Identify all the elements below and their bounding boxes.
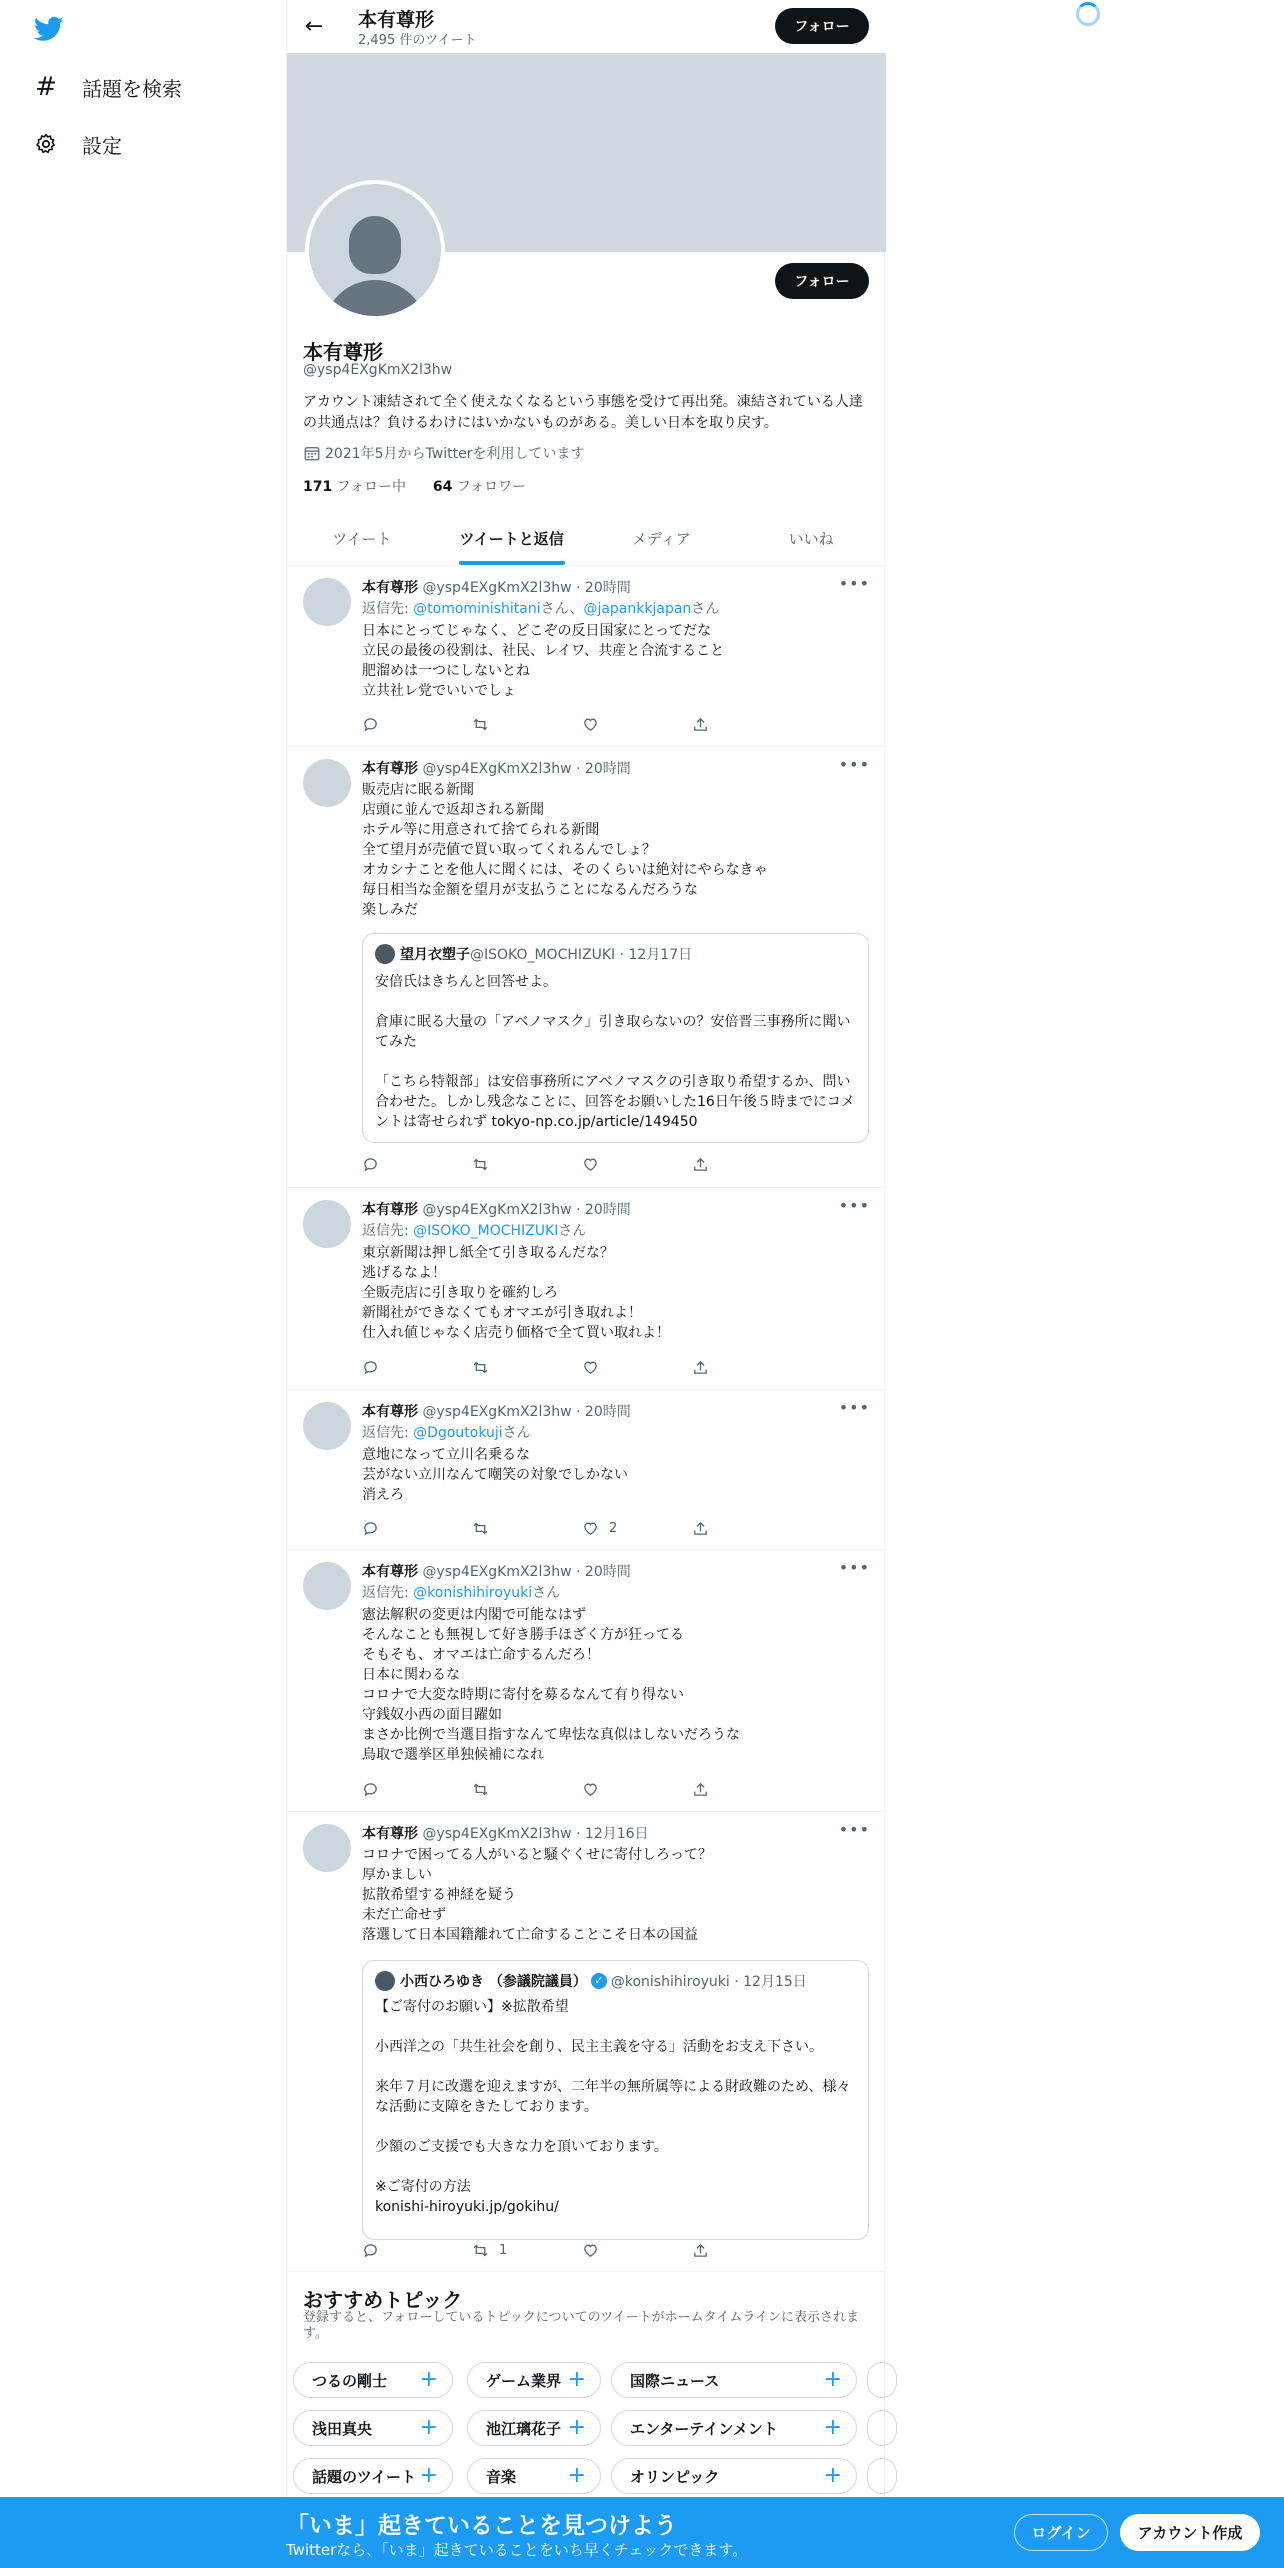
tab-tweets-and-replies[interactable]: ツイートと返信 [437, 513, 587, 565]
header-tweet-count: 2,495 件のツイート [358, 33, 477, 48]
reply-mention-link[interactable]: @ISOKO_MOCHIZUKI [413, 1223, 559, 1239]
retweet-button[interactable] [472, 2240, 582, 2260]
retweet-icon [472, 1359, 489, 1376]
more-options-icon[interactable]: ••• [838, 1398, 870, 1417]
share-icon [692, 1156, 709, 1173]
back-arrow-icon[interactable]: ← [304, 14, 324, 39]
tweet-avatar[interactable] [303, 1200, 351, 1248]
share-button[interactable] [692, 1357, 802, 1377]
more-options-icon[interactable]: ••• [838, 1558, 870, 1577]
reply-button[interactable] [362, 1518, 472, 1538]
tweet-actions [362, 714, 802, 734]
tweet-text: 憲法解釈の変更は内閣で可能なはず そんなことも無視して好き勝手ほざく方が狂ってる そもそも、オマエは亡命するんだろ！ 日本に関わるな コロナで大変な時期に寄付を募るなんて有り得ない 守銭奴小西の面目躍如 まさか比例で当選目指すなんて卑怯な真似はしないだろうな 鳥取で選挙区単独候補になれ [362, 1607, 740, 1763]
topics-title: おすすめトピック [303, 2288, 463, 2312]
reply-icon [362, 716, 379, 733]
topic-chip[interactable]: 浅田真央 + [293, 2410, 453, 2446]
retweet-button[interactable] [472, 1154, 582, 1174]
share-button[interactable] [692, 1518, 802, 1538]
reply-mention-link[interactable]: @tomominishitani [413, 601, 541, 617]
profile-tabs [287, 513, 886, 566]
tweet[interactable] [287, 1812, 886, 2272]
retweet-button[interactable] [472, 1357, 582, 1377]
plus-icon: + [419, 2415, 438, 2440]
more-options-icon[interactable]: ••• [838, 1196, 870, 1215]
plus-icon: + [823, 2367, 842, 2392]
tweet-header: 本有尊形 @ysp4EXgKmX2l3hw · 20時間 [362, 761, 631, 777]
tweet-header: 本有尊形 @ysp4EXgKmX2l3hw · 12月16日 [362, 1826, 649, 1842]
topic-chip[interactable]: オリンピック + [611, 2458, 857, 2494]
verified-badge-icon: ✓ [591, 1973, 607, 1989]
topic-chip[interactable]: 音楽 + [467, 2458, 601, 2494]
share-button[interactable] [692, 714, 802, 734]
topic-chip[interactable]: 池江璃花子 + [467, 2410, 601, 2446]
followers-link[interactable]: 64 フォロワー [432, 479, 527, 495]
tweet-avatar[interactable] [303, 578, 351, 626]
reply-button[interactable] [362, 2240, 472, 2260]
quoted-tweet-text: 【ご寄付のお願い】※拡散希望 小西洋之の「共生社会を創り、民主主義を守る」活動をお支え下さい。 来年７月に改選を迎えますが、二年半の無所属等による財政難のため、様々な活動に支障をきたしております。 少額のご支援でも大きな力を頂いております。 ※ご寄付の方法 konishi-hiroyuki.jp/gokihu/ [375, 1999, 851, 2215]
profile-joined-text: 2021年5月からTwitterを利用しています [325, 446, 585, 462]
share-icon [692, 716, 709, 733]
tweet-avatar[interactable] [303, 1562, 351, 1610]
tweet[interactable] [287, 1390, 886, 1550]
sidebar-item-settings[interactable] [32, 124, 122, 164]
retweet-icon [472, 1781, 489, 1798]
share-button[interactable] [692, 2240, 802, 2260]
reply-icon [362, 1359, 379, 1376]
profile-joined [303, 443, 584, 463]
retweet-icon [472, 716, 489, 733]
tweet[interactable] [287, 566, 886, 747]
tweet[interactable] [287, 1550, 886, 1812]
plus-icon: + [823, 2463, 842, 2488]
tweet-avatar[interactable] [303, 1824, 351, 1872]
like-button[interactable] [582, 1357, 692, 1377]
tweet-text: 意地になって立川名乗るな 芸がない立川なんて嘲笑の対象でしかない 消えろ [362, 1447, 628, 1503]
tweet-text: 販売店に眠る新聞 店頭に並んで返却される新聞 ホテル等に用意されて捨てられる新聞 全て望月が売値で買い取ってくれるんでしょ？ オカシナことを他人に聞くには、そのくらいは絶対にやらなきゃ 毎日相当な金額を望月が支払うことになるんだろうな 楽しみだ [362, 782, 768, 918]
heart-icon [582, 1359, 599, 1376]
more-options-icon[interactable]: ••• [838, 1820, 870, 1839]
sidebar-item-label: 設定 [82, 133, 122, 158]
plus-icon: + [419, 2463, 438, 2488]
topic-chip[interactable]: ゲーム業界 + [467, 2362, 601, 2398]
profile-avatar[interactable] [305, 180, 445, 320]
gear-icon [32, 130, 60, 158]
like-button[interactable] [582, 1518, 692, 1538]
topic-chip-overflow[interactable] [867, 2362, 897, 2398]
signup-banner [0, 2497, 1284, 2568]
tweet-actions [362, 1357, 802, 1377]
like-button[interactable] [582, 1779, 692, 1799]
tweet[interactable] [287, 747, 886, 1188]
tweet-text: 東京新聞は押し紙全て引き取るんだな？ 逃げるなよ！ 全販売店に引き取りを確約しろ 新聞社ができなくてもオマエが引き取れよ！ 仕入れ値じゃなく店売り価格で全て買い取れよ！ [362, 1245, 670, 1341]
tab-media[interactable]: メディア [631, 530, 691, 548]
reply-icon [362, 1520, 379, 1537]
tweet-actions [362, 1779, 802, 1799]
main-column [286, 0, 885, 2568]
like-count: 2 [609, 1520, 618, 1536]
tab-tweets[interactable]: ツイート [332, 530, 392, 548]
heart-icon [582, 1781, 599, 1798]
reply-icon [362, 1156, 379, 1173]
quoted-avatar [375, 944, 395, 964]
profile-header-bar [287, 0, 886, 53]
topic-chip[interactable]: エンターテインメント + [611, 2410, 857, 2446]
reply-button[interactable] [362, 1779, 472, 1799]
twitter-logo-icon[interactable] [34, 14, 64, 44]
reply-icon [362, 2242, 379, 2259]
share-button[interactable] [692, 1779, 802, 1799]
signup-banner-subtitle: Twitterなら、「いま」起きていることをいち早くチェックできます。 [286, 2541, 748, 2559]
reply-mention-link[interactable]: @japankkjapan [583, 601, 692, 617]
loading-spinner-icon [1076, 2, 1100, 26]
retweet-icon [472, 1520, 489, 1537]
quoted-tweet-header: 望月衣塑子 @ISOKO_MOCHIZUKI · 12月17日 [375, 944, 692, 964]
like-button[interactable] [582, 1154, 692, 1174]
heart-icon [582, 1156, 599, 1173]
signup-button[interactable]: アカウント作成 [1120, 2514, 1260, 2551]
tweet-header: 本有尊形 @ysp4EXgKmX2l3hw · 20時間 [362, 1564, 631, 1580]
tweet-header: 本有尊形 @ysp4EXgKmX2l3hw · 20時間 [362, 580, 631, 596]
more-options-icon[interactable]: ••• [838, 574, 870, 593]
heart-icon [582, 2242, 599, 2259]
topic-chip[interactable]: つるの剛士 + [293, 2362, 453, 2398]
plus-icon: + [419, 2367, 438, 2392]
tweet-header: 本有尊形 @ysp4EXgKmX2l3hw · 20時間 [362, 1202, 631, 1218]
like-button[interactable] [582, 2240, 692, 2260]
like-button[interactable] [582, 714, 692, 734]
reply-context: 返信先: @konishihiroyukiさん [362, 1585, 561, 1601]
quoted-tweet-header: 小西ひろゆき （参議院議員） ✓ @konishihiroyuki · 12月15日 [375, 1971, 807, 1991]
header-follow-button[interactable]: フォロー [775, 8, 869, 44]
reply-context: 返信先: @tomominishitaniさん、@japankkjapanさん [362, 601, 720, 617]
topic-chip-overflow[interactable] [867, 2410, 897, 2446]
share-icon [692, 1781, 709, 1798]
topics-subtitle: 登録すると、フォローしているトピックについてのツイートがホームタイムラインに表示されます。 [303, 2310, 860, 2341]
retweet-count: 1 [499, 2242, 508, 2258]
more-options-icon[interactable]: ••• [838, 755, 870, 774]
plus-icon: + [567, 2367, 586, 2392]
tweet-text: 日本にとってじゃなく、どこぞの反日国家にとってだな 立民の最後の役割は、社民、レイワ、共産と合流すること 肥溜めは一つにしないとね 立共社レ党でいいでしょ [362, 623, 725, 699]
plus-icon: + [823, 2415, 842, 2440]
plus-icon: + [567, 2463, 586, 2488]
reply-context: 返信先: @Dgoutokujiさん [362, 1425, 531, 1441]
quoted-tweet[interactable] [362, 1960, 869, 2240]
tab-likes[interactable]: いいね [788, 530, 834, 548]
retweet-button[interactable] [472, 1779, 582, 1799]
topic-chip[interactable]: 国際ニュース + [611, 2362, 857, 2398]
share-button[interactable] [692, 1154, 802, 1174]
tweet-actions [362, 2240, 802, 2260]
reply-mention-link[interactable]: @konishihiroyuki [413, 1585, 533, 1601]
retweet-button[interactable] [472, 714, 582, 734]
profile-stats [303, 476, 526, 496]
share-icon [692, 1359, 709, 1376]
reply-button[interactable] [362, 1357, 472, 1377]
hash-icon: # [35, 72, 57, 102]
profile-bio: アカウント凍結されて全く使えなくなるという事態を受けて再出発。凍結されている人達の共通点は？負けるわけにはいかないものがある。美しい日本を取り戻す。 [303, 394, 863, 431]
reply-context: 返信先: @ISOKO_MOCHIZUKIさん [362, 1223, 587, 1239]
share-icon [692, 2242, 709, 2259]
following-link[interactable]: 171 フォロー中 [303, 479, 406, 495]
tweet-avatar[interactable] [303, 1402, 351, 1450]
tweet-avatar[interactable] [303, 759, 351, 807]
login-button[interactable]: ログイン [1014, 2514, 1108, 2551]
reply-button[interactable] [362, 714, 472, 734]
topic-chip[interactable]: 話題のツイート + [293, 2458, 453, 2494]
heart-icon [582, 716, 599, 733]
profile-name: 本有尊形 [303, 340, 383, 364]
reply-button[interactable] [362, 1154, 472, 1174]
sidebar-item-label: 話題を検索 [82, 76, 182, 101]
quoted-tweet-text: 安倍氏はきちんと回答せよ。 倉庫に眠る大量の「アベノマスク」引き取らないの？安倍晋三事務所に聞いてみた 「こちら特報部」は安倍事務所にアベノマスクの引き取り希望するか、問い合わせた。しかし残念なことに、回答をお願いした16日午後５時までにコメントは寄せられず tokyo-np.co.jp/article/149450 [375, 974, 855, 1130]
retweet-icon [472, 1156, 489, 1173]
share-icon [692, 1520, 709, 1537]
profile-handle: @ysp4EXgKmX2l3hw [303, 362, 453, 378]
quoted-avatar [375, 1971, 395, 1991]
heart-icon [582, 1520, 599, 1537]
tweet-header: 本有尊形 @ysp4EXgKmX2l3hw · 20時間 [362, 1404, 631, 1420]
retweet-icon [472, 2242, 489, 2259]
tweet-actions [362, 1518, 802, 1538]
plus-icon: + [567, 2415, 586, 2440]
profile-follow-button[interactable]: フォロー [775, 263, 869, 299]
quoted-tweet[interactable] [362, 933, 869, 1143]
tweet[interactable] [287, 1188, 886, 1390]
tweet-text: コロナで困ってる人がいると騒ぐくせに寄付しろって？ 厚かましい 拡散希望する神経を疑う 未だ亡命せず 落選して日本国籍離れて亡命することこそ日本の国益 [362, 1847, 712, 1943]
header-name: 本有尊形 [358, 9, 435, 31]
reply-mention-link[interactable]: @Dgoutokuji [413, 1425, 503, 1441]
topic-chip-overflow[interactable] [867, 2458, 897, 2494]
signup-banner-title: 「いま」起きていることを見つけよう [286, 2513, 677, 2539]
sidebar-item-explore[interactable] [32, 67, 182, 107]
calendar-icon [303, 444, 321, 462]
tweet-actions [362, 1154, 802, 1174]
retweet-button[interactable] [472, 1518, 582, 1538]
reply-icon [362, 1781, 379, 1798]
